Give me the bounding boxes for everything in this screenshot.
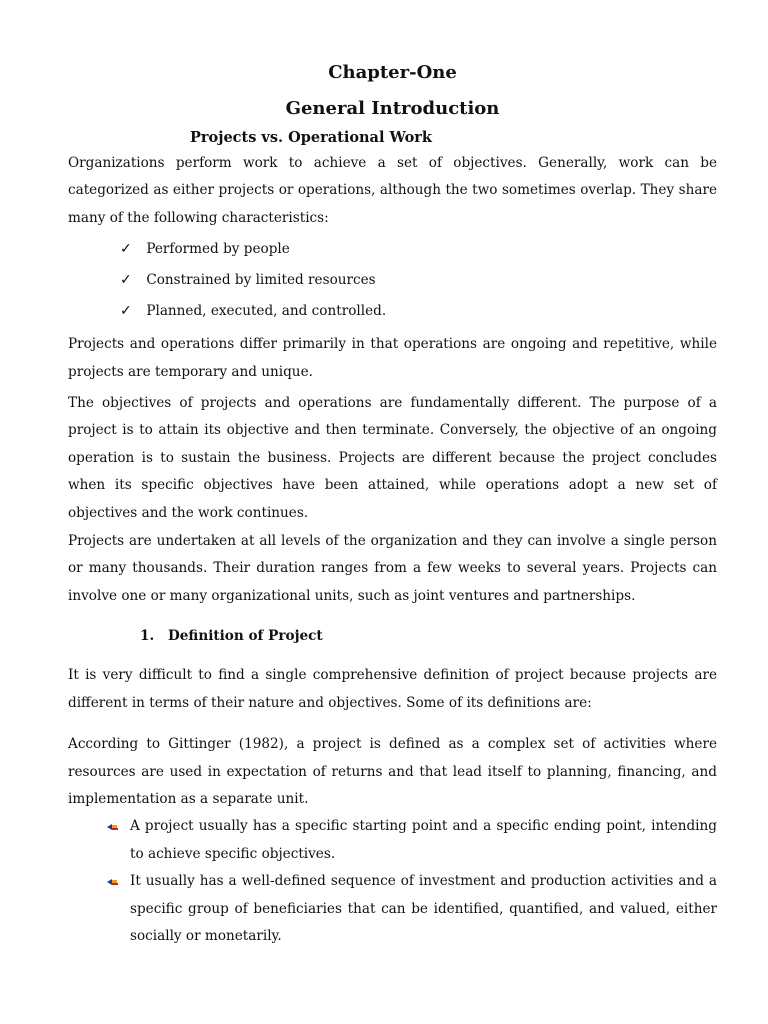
list-item bbox=[104, 868, 717, 950]
intro-paragraph: Organizations perform work to achieve a set of objectives. Generally, work can be categorized as either projects or operations, although the two sometimes overlap. They share many of the following characteristics: bbox=[68, 155, 717, 226]
definition-heading bbox=[68, 624, 717, 648]
chapter-heading: Chapter-One bbox=[328, 62, 457, 83]
list-item bbox=[120, 296, 717, 327]
definition-number: 1. bbox=[140, 628, 155, 645]
difference-paragraph: Projects and operations differ primarily in that operations are ongoing and repetitive, while projects are temporary and unique. bbox=[68, 336, 717, 380]
definition-title: Definition of Project bbox=[168, 628, 323, 645]
objectives-paragraph: The objectives of projects and operations are fundamentally different. The purpose of a project is to attain its objective and then terminate. Conversely, the objective of an ongoing operation is to sustain the business. Projects are different because the project concludes when its specific objectives have been attained, while operations adopt a new set of objectives and the work continues. bbox=[68, 395, 717, 521]
list-item-label: Planned, executed, and controlled. bbox=[146, 303, 387, 320]
list-item-label: Performed by people bbox=[146, 241, 290, 258]
definition-intro-paragraph: It is very difficult to find a single comprehensive definition of project because projects are different in terms of their nature and objectives. Some of its definitions are: bbox=[68, 667, 717, 711]
bullet-text: It usually has a well-defined sequence of investment and production activities and a specific group of beneficiaries that can be identified, quantified, and valued, either socially or monetarily. bbox=[130, 873, 717, 944]
section-title: Projects vs. Operational Work bbox=[190, 129, 432, 146]
check-mark-icon: ✓ bbox=[120, 272, 132, 289]
page-title: General Introduction bbox=[285, 98, 500, 119]
list-item-label: Constrained by limited resources bbox=[146, 272, 376, 289]
list-item bbox=[104, 813, 717, 868]
bullet-text: A project usually has a specific starting point and a specific ending point, intending to achieve specific objectives. bbox=[130, 818, 717, 862]
gittinger-paragraph: According to Gittinger (1982), a project is defined as a complex set of activities where resources are used in expectation of returns and that lead itself to planning, financing, and implementation as a separate unit. bbox=[68, 736, 717, 807]
characteristics-list bbox=[68, 234, 717, 327]
bullet-icon bbox=[106, 876, 120, 888]
definition-bullet-list bbox=[68, 813, 717, 950]
bullet-icon bbox=[106, 821, 120, 833]
check-mark-icon: ✓ bbox=[120, 241, 132, 258]
check-mark-icon: ✓ bbox=[120, 303, 132, 320]
list-item bbox=[120, 234, 717, 265]
list-item bbox=[120, 265, 717, 296]
levels-paragraph: Projects are undertaken at all levels of the organization and they can involve a single person or many thousands. Their duration ranges from a few weeks to several years. Projects can involve one or many organizational units, such as joint ventures and partnerships. bbox=[68, 533, 717, 604]
document-page bbox=[68, 58, 717, 950]
